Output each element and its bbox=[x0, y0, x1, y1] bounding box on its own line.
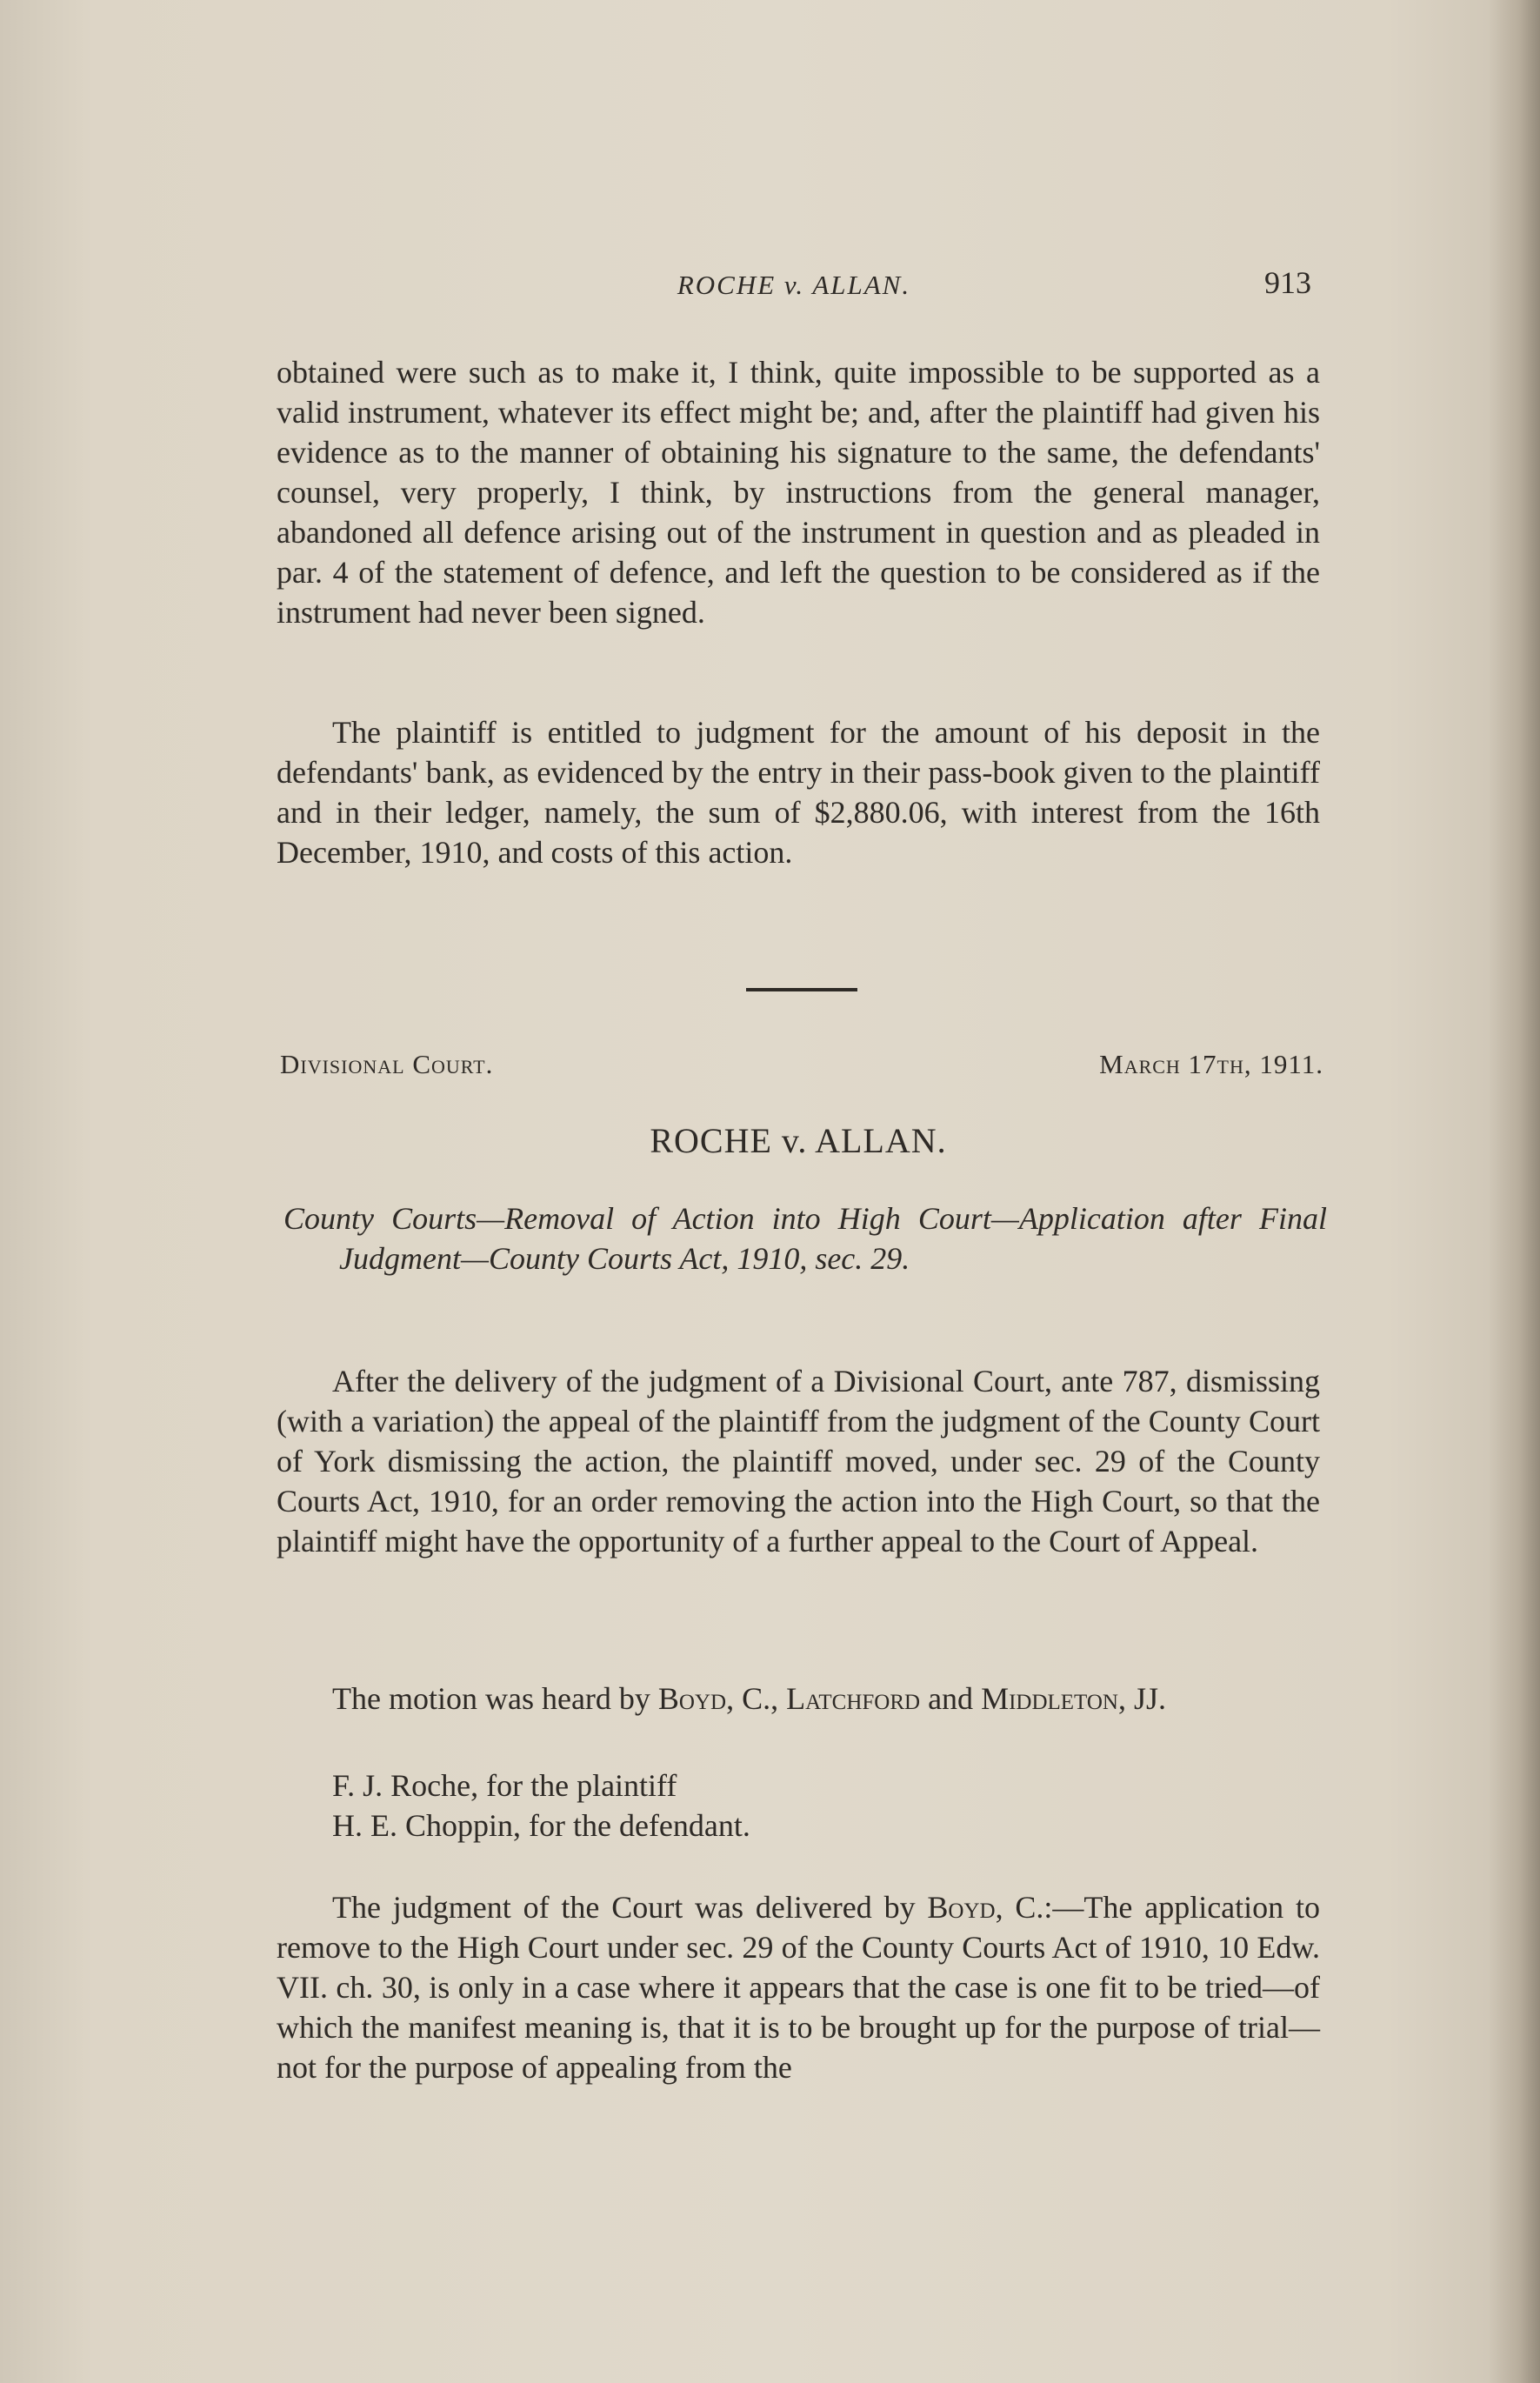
paragraph-delivered bbox=[277, 1887, 1320, 2087]
judge-name: Latchford bbox=[786, 1681, 921, 1716]
delivered-prefix: The judgment of the Court was delivered by bbox=[332, 1890, 928, 1925]
court-name: Divisional Court. bbox=[280, 1049, 494, 1079]
motion-separator: and bbox=[920, 1681, 982, 1716]
judge-name: Boyd bbox=[657, 1681, 727, 1716]
case-title: ROCHE v. ALLAN. bbox=[650, 1121, 947, 1160]
judge-name: Boyd bbox=[927, 1890, 996, 1925]
paragraph-motion bbox=[277, 1679, 1320, 1719]
paragraph-text bbox=[277, 1679, 1320, 1719]
motion-suffix: , JJ. bbox=[1117, 1681, 1167, 1716]
paragraph-facts bbox=[277, 1361, 1320, 1561]
counsel-plaintiff: F. J. Roche, for the plaintiff bbox=[332, 1768, 677, 1803]
page-edge-shadow bbox=[1488, 0, 1540, 2383]
headnote-text: County Courts—Removal of Action into High Court—Application after Final Judgment—County Courts Act, 1910, sec. 29. bbox=[283, 1201, 1327, 1276]
judge-name: Middleton bbox=[981, 1681, 1118, 1716]
paragraph-text bbox=[277, 1887, 1320, 2087]
paragraph-judgment bbox=[277, 712, 1320, 872]
paragraph-continued bbox=[277, 352, 1320, 632]
counsel-defendant: H. E. Choppin, for the defendant. bbox=[332, 1808, 750, 1843]
paragraph-text: After the delivery of the judgment of a Divisional Court, ante 787, dismissing (with a variation) the appeal of the plaintiff from the judgment of the County Court of York dismissing the action, the plaintiff moved, under sec. 29 of the County Courts Act, 1910, for an order removing the action into the High Court, so that the plaintiff might have the opportunity of a further appeal to the Court of Appeal. bbox=[277, 1364, 1320, 1559]
page-number: 913 bbox=[1264, 265, 1311, 300]
paragraph-text: The plaintiff is entitled to judgment for the amount of his deposit in the defendants' bank, as evidenced by the entry in their pass-book given to the plaintiff and in their ledger, namely, the sum of $2,880.06, with interest from the 16th December, 1910, and costs of this action. bbox=[277, 715, 1320, 870]
paragraph-text: obtained were such as to make it, I think, quite impossible to be supported as a valid instrument, whatever its effect might be; and, after the plaintiff had given his evidence as to the manner of obtaining his signature to the same, the defendants' counsel, very properly, I think, by instructions from the general manager, abandoned all defence arising out of the instrument in question and as pleaded in par. 4 of the statement of defence, and left the question to be considered as if the instrument had never been signed. bbox=[277, 355, 1320, 630]
motion-separator: , C., bbox=[726, 1681, 787, 1716]
delivered-body: , C.:—The application to remove to the High Court under sec. 29 of the County Courts Act of 1910, 10 Edw. VII. ch. 30, is only in a case where it appears that the case is one fit to be tried—of which the manifest meaning is, that it is to be brought up for the purpose of trial—not for the purpose of appealing from the bbox=[277, 1890, 1320, 2085]
page-header bbox=[277, 261, 1311, 313]
running-head: ROCHE v. ALLAN. bbox=[677, 270, 911, 300]
section-divider bbox=[746, 988, 857, 991]
headnote bbox=[283, 1198, 1327, 1278]
decision-date: March 17th, 1911. bbox=[1099, 1049, 1323, 1079]
motion-prefix: The motion was heard by bbox=[332, 1681, 658, 1716]
